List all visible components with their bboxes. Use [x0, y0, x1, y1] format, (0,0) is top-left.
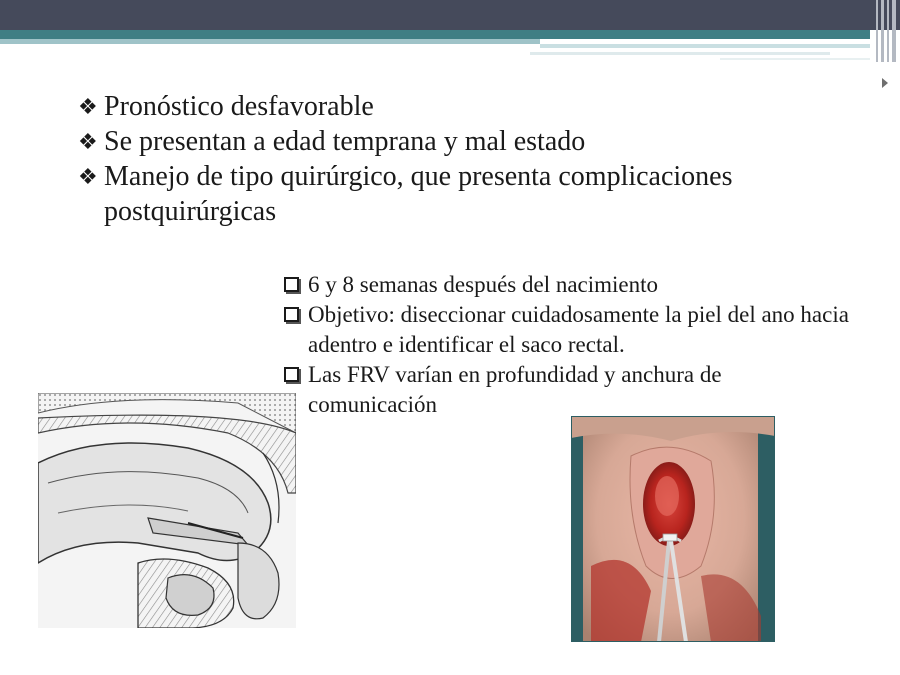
- list-item: 6 y 8 semanas después del nacimiento: [284, 270, 854, 300]
- anatomical-illustration: [38, 393, 296, 628]
- checkbox-bullet-icon: [284, 277, 299, 292]
- diamond-bullet-icon: ❖: [78, 129, 98, 154]
- checkbox-bullet-icon: [284, 307, 299, 322]
- list-item: ❖ Manejo de tipo quirúrgico, que presenta complicaciones postquirúrgicas: [78, 161, 733, 227]
- header-stripe-light: [720, 58, 870, 60]
- list-item: ❖ Pronóstico desfavorable: [78, 91, 374, 122]
- header-bar: [0, 0, 900, 30]
- checkbox-bullet-icon: [284, 367, 299, 382]
- list-item: Las FRV varían en profundidad y anchura de comunicación: [284, 360, 854, 420]
- main-bullet-list: [78, 89, 838, 229]
- surgical-photo: [571, 416, 775, 642]
- diamond-bullet-icon: ❖: [78, 164, 98, 189]
- header-stripe-light: [530, 52, 830, 55]
- slide-nav-arrow-icon[interactable]: [882, 78, 888, 88]
- diamond-bullet-icon: ❖: [78, 94, 98, 119]
- header-decoration: [872, 0, 900, 62]
- list-item: ❖ Se presentan a edad temprana y mal estado: [78, 126, 586, 157]
- list-item: Objetivo: diseccionar cuidadosamente la piel del ano hacia adentro e identificar el saco rectal.: [284, 300, 854, 360]
- sub-bullet-list: [284, 270, 854, 420]
- header-stripe-light: [0, 39, 540, 44]
- header-stripe: [0, 30, 870, 39]
- header-stripe-light: [540, 44, 870, 48]
